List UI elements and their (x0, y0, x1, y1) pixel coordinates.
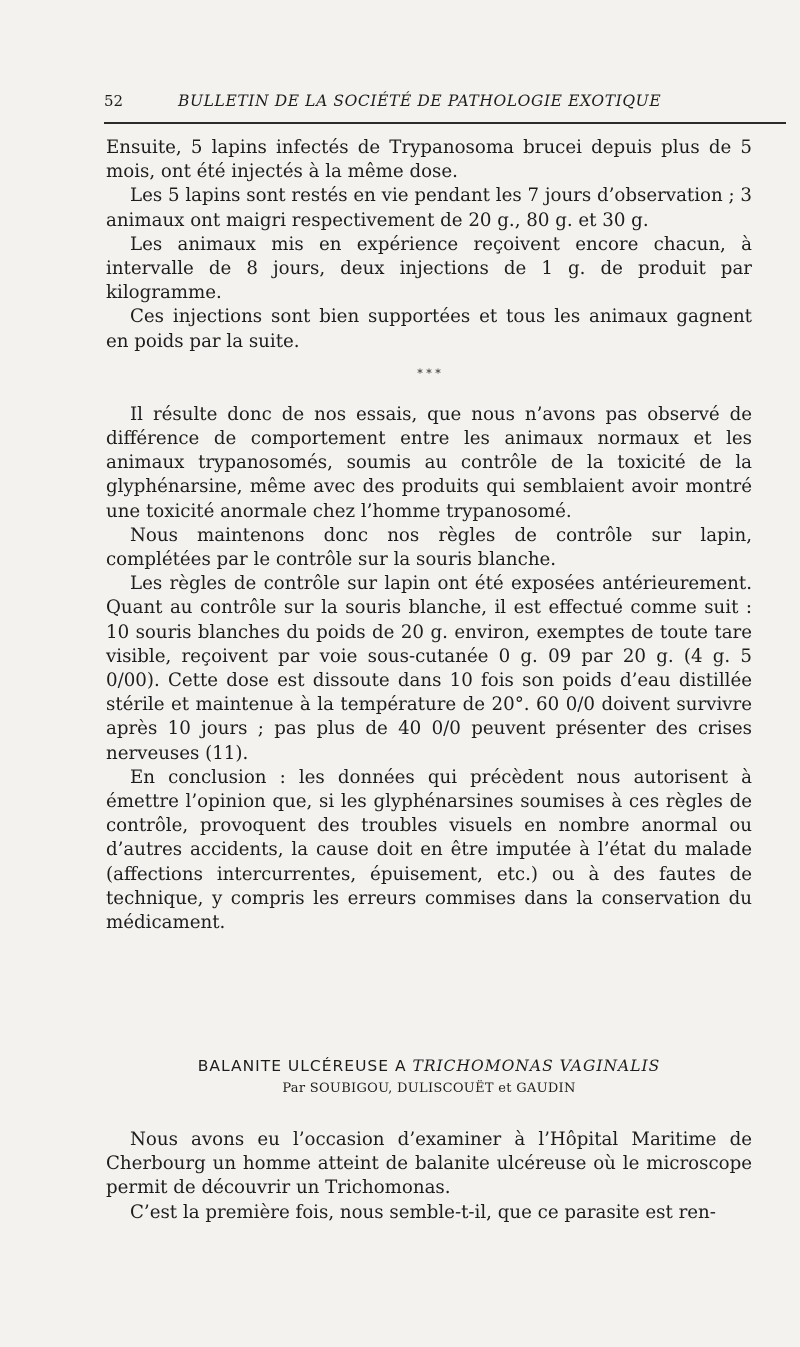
article-authors: Par SOUBIGOU, DULISCOUËT et GAUDIN (282, 1081, 576, 1096)
paragraph: Nous maintenons donc nos règles de contrôle sur lapin, complétées par le contrôle sur la souris blanche. (106, 524, 752, 571)
paragraph: Ces injections sont bien supportées et tous les animaux gagnent en poids par la suite. (106, 306, 752, 352)
header-rule (104, 122, 786, 124)
paragraph: Il résulte donc de nos essais, que nous n’avons pas observé de différence de comportement entre les animaux normaux et les animaux trypanosomés, soumis au contrôle de la toxicité de la glyphénarsine, même avec des produits qui semblaient avoir montré une toxicité anormale chez l’homme trypanosomé. (106, 403, 752, 522)
article-body (106, 136, 752, 935)
running-title: BULLETIN DE LA SOCIÉTÉ DE PATHOLOGIE EXOTIQUE (178, 92, 662, 110)
paragraph: C’est la première fois, nous semble-t-il, que ce parasite est ren- (130, 1201, 716, 1223)
paragraph: Nous avons eu l’occasion d’examiner à l’Hôpital Maritime de Cherbourg un homme atteint de balanite ulcéreuse où le microscope permit de découvrir un Trichomonas. (106, 1129, 752, 1199)
article-body-2 (106, 1128, 752, 1225)
title-plain: BALANITE ULCÉREUSE A (197, 1057, 413, 1075)
page-number: 52 (104, 92, 124, 110)
paragraph: En conclusion : les données qui précèdent nous autorisent à émettre l’opinion que, si les glyphénarsines soumises à ces règles de contrôle, provoquent des troubles visuels en nombre anormal ou d’autres accidents, la cause doit en être imputée à l’état du malade (affections intercurrentes, épuisement, etc.) ou à des fautes de technique, y compris les erreurs commises dans la conservation du médicament. (106, 766, 752, 934)
paragraph: Ensuite, 5 lapins infectés de Trypanosoma brucei depuis plus de 5 mois, ont été injectés à la même dose. (106, 137, 752, 183)
section-separator: * * * (417, 366, 441, 380)
paragraph: Les 5 lapins sont restés en vie pendant les 7 jours d’observation ; 3 animaux ont maigri respectivement de 20 g., 80 g. et 30 g. (106, 185, 752, 231)
title-italic: TRICHOMONAS VAGINALIS (412, 1057, 661, 1075)
paragraph: Les animaux mis en expérience reçoivent encore chacun, à intervalle de 8 jours, deux injections de 1 g. de produit par kilogramme. (106, 233, 752, 304)
article-heading (106, 1057, 752, 1096)
article-title (106, 1057, 752, 1075)
page-header (104, 92, 794, 116)
paragraph: Les règles de contrôle sur lapin ont été exposées antérieurement. Quant au contrôle sur la souris blanche, il est effectué comme suit : 10 souris blanches du poids de 20 g. environ, exemptes de toute tare visible, reçoivent par voie sous-cutanée 0 g. 09 par 20 g. (4 g. 5 0/00). Cette dose est dissoute dans 10 fois son poids d’eau distillée stérile et maintenue à la température de 20°. 60 0/0 doivent survivre après 10 jours ; pas plus de 40 0/0 peuvent présenter des crises nerveuses (11). (106, 573, 752, 764)
